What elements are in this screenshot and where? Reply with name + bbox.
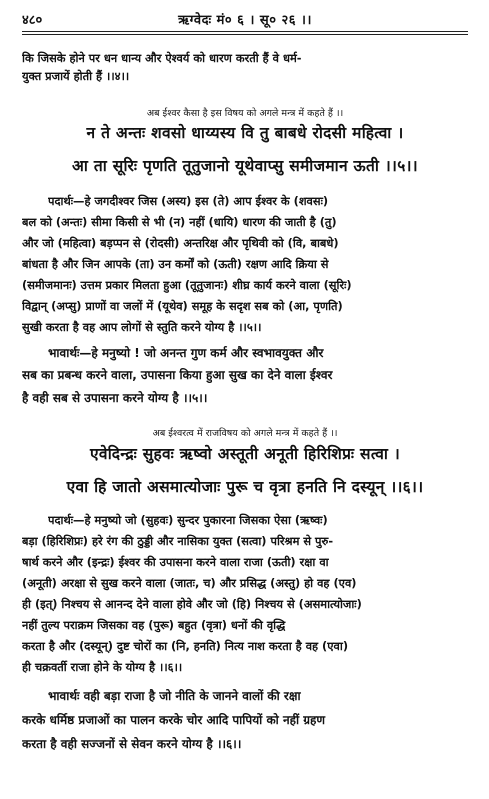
mantra-line: आ ता सूरिः पृणति तूतुजानो यूथेवाप्सु समीजमान ऊती ।।५।। xyxy=(72,157,418,175)
page-number: ४८० xyxy=(22,13,43,28)
page-header xyxy=(22,8,468,30)
bhavartha-line: करता है वही सज्जनों से सेवन करने योग्य है ।।६।। xyxy=(22,737,242,751)
padartha-line: विद्वान् (अप्सु) प्राणों वा जलों में (यूथेव) समूह के सदृश सब को (आ, पृणति) xyxy=(22,299,343,313)
padartha-line: (समीजमानः) उत्तम प्रकार मिलता हुआ (तूतुजानः) शीघ्र कार्य करने वाला (सूरिः) xyxy=(22,278,352,292)
padartha-line: बल को (अन्तः) सीमा किसी से भी (न) नहीं (धायि) धारण की जाती है (तु) xyxy=(22,215,337,229)
padartha-line: (अनूती) अरक्षा से सुख करने वाला (जातः, च) और प्रसिद्ध (अस्तु) हो वह (एव) xyxy=(22,576,357,590)
padartha-line: ही (इत्) निश्चय से आनन्द देने वाला होवे और जो (हि) निश्चय से (असमात्योजाः) xyxy=(22,597,362,611)
text-line: युक्त प्रजायें होती हैं ।।४।। xyxy=(22,69,130,83)
bhavartha-line: सब का प्रबन्ध करने वाला, उपासना किया हुआ सुख का देने वाला ईश्वर xyxy=(22,368,333,382)
padartha-line: नहीं तुल्य पराक्रम जिसका वह (पुरू) बहुत (वृत्रा) धनों की वृद्धि xyxy=(22,618,286,632)
bhavartha-line: भावार्थः वही बड़ा राजा है जो नीति के जानने वालों की रक्षा xyxy=(48,689,301,703)
mantra-line: एवेदिन्द्रः सुहवः ऋष्वो अस्तूती अनूती हिरिशिप्रः सत्वा । xyxy=(89,445,401,463)
mantra-line: न ते अन्तः शवसो धाय्यस्य वि तु बाबधे रोदसी महित्वा । xyxy=(86,124,404,142)
padartha-line: पदार्थः—हे मनुष्यो जो (सुहवः) सुन्दर पुकारना जिसका ऐसा (ऋष्वः) xyxy=(48,513,328,527)
bhavartha-line: भावार्थः—हे मनुष्यो ! जो अनन्त गुण कर्म और स्वभावयुक्त और xyxy=(48,346,324,360)
bhavartha-line: करके धर्मिष्ठ प्रजाओं का पालन करके चोर आदि पापियों को नहीं ग्रहण xyxy=(22,713,326,727)
padartha-line: सुखी करता है वह आप लोगों से स्तुति करने योग्य है ।।५।। xyxy=(22,320,262,334)
padartha-line: बांधता है और जिन आपके (ता) उन कर्मों को (ऊती) रक्षण आदि क्रिया से xyxy=(22,257,329,271)
header-rule-bottom xyxy=(22,34,468,35)
bhavartha-line: है वही सब से उपासना करने योग्य है ।।५।। xyxy=(22,391,208,405)
text-line: कि जिसके होने पर धन धान्य और ऐश्वर्य को धारण करती हैं वे धर्म- xyxy=(22,51,302,65)
padartha-line: ही चक्रवर्ती राजा होने के योग्य है ।।६।। xyxy=(22,660,183,674)
mantra-intro: अब ईश्वर कैसा है इस विषय को अगले मन्त्र में कहते हैं ।। xyxy=(146,108,344,119)
padartha-line: षार्थ करने और (इन्द्रः) ईश्वर की उपासना करने वाला राजा (ऊती) रक्षा वा xyxy=(22,555,329,569)
padartha-line: बड़ा (हिरिशिप्रः) हरे रंग की ठुड्डी और नासिका युक्त (सत्वा) परिश्रम से पुरु- xyxy=(22,534,334,548)
padartha-line: करता है और (दस्यून्) दुष्ट चोरों का (नि, हनति) नित्य नाश करता है वह (एवा) xyxy=(22,639,349,653)
running-title: ऋग्वेदः मं० ६ । सू० २६ ।। xyxy=(178,13,312,28)
padartha-line: और जो (महित्वा) बड़प्पन से (रोदसी) अन्तरिक्ष और पृथिवी को (वि, बाबधे) xyxy=(22,236,339,250)
mantra-line: एवा हि जातो असमात्योजाः पुरू च वृत्रा हनति नि दस्यून् ।।६।। xyxy=(66,478,424,496)
mantra-intro: अब ईश्वरत्व में राजविषय को अगले मन्त्र में कहते हैं ।। xyxy=(152,428,338,439)
padartha-line: पदार्थः—हे जगदीश्वर जिस (अस्य) इस (ते) आप ईश्वर के (शवसः) xyxy=(48,194,329,208)
header-rule-top xyxy=(22,31,468,32)
